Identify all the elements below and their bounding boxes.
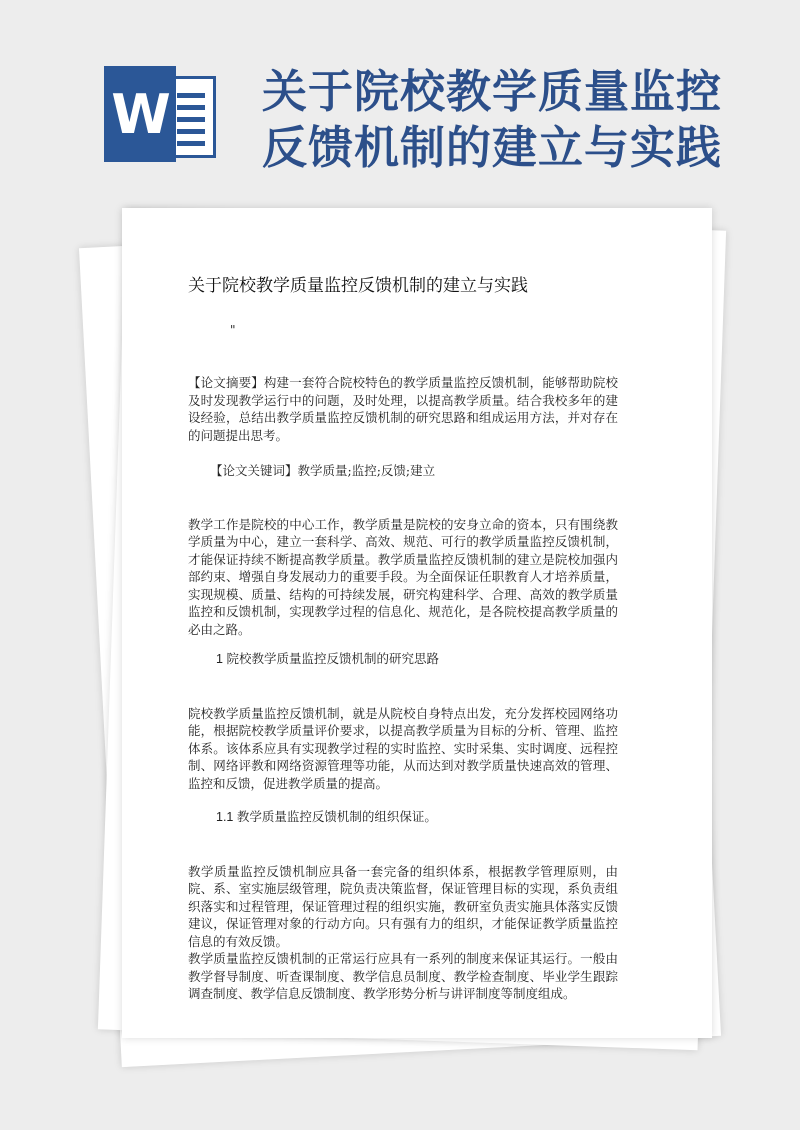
document-body [188, 274, 618, 1003]
header [0, 0, 800, 200]
word-document-icon [104, 66, 216, 162]
page-title [262, 64, 782, 176]
section-1-1-heading [216, 808, 618, 827]
intro-paragraph: 教学工作是院校的中心工作，教学质量是院校的安身立命的资本，只有围绕教学质量为中心，建立一套科学、高效、规范、可行的教学质量监控反馈机制，才能保证持续不断提高教学质量。教学质量监控反馈机制的建立是院校加强内部约束、增强自身发展动力的重要手段。为全面保证任职教育人才培养质量，实现规模、质量、结构的可持续发展，研究构建科学、合理、高效的教学质量监控和反馈机制，实现教学过程的信息化、规范化，是各院校提高教学质量的必由之路。 [188, 516, 618, 637]
section-1-paragraph: 院校教学质量监控反馈机制，就是从院校自身特点出发，充分发挥校园网络功能，根据院校教学质量评价要求，以提高教学质量为目标的分析、管理、监控体系。该体系应具有实现教学过程的实时监控、实时采集、实时调度、远程控制、网络评教和网络资源管理等功能，从而达到对教学质量快速高效的管理、监控和反馈，促进教学质量的提高。 [188, 705, 618, 791]
section-1-heading [216, 650, 618, 669]
abstract-paragraph: 【论文摘要】构建一套符合院校特色的教学质量监控反馈机制，能够帮助院校及时发现教学运行中的问题，及时处理，以提高教学质量。结合我校多年的建设经验，总结出教学质量监控反馈机制的研究思路和组成运用方法，并对存在的问题提出思考。 [188, 375, 618, 443]
section-1-title: 院校教学质量监控反馈机制的研究思路 [226, 651, 439, 666]
word-badge: W [104, 66, 176, 162]
section-1-1-paragraph-2: 教学质量监控反馈机制的正常运行应具有一系列的制度来保证其运行。一般由教学督导制度、听查课制度、教学信息员制度、教学检查制度、毕业学生跟踪调查制度、教学信息反馈制度、教学形势分析与讲评制度等制度组成。 [188, 951, 618, 1001]
document-title: 关于院校教学质量监控反馈机制的建立与实践 [188, 276, 528, 296]
section-1-1-number: 1.1 [216, 810, 234, 824]
quote-mark: " [230, 323, 236, 337]
section-1-number: 1 [216, 652, 223, 666]
section-1-1-title: 教学质量监控反馈机制的组织保证。 [236, 809, 437, 824]
keywords-line: 【论文关键词】教学质量;监控;反馈;建立 [210, 463, 436, 478]
section-1-1-paragraph-1: 教学质量监控反馈机制应具备一套完备的组织体系，根据教学管理原则，由院、系、室实施层级管理，院负责决策监督，保证管理目标的实现，系负责组织落实和过程管理，保证管理过程的组织实施，教研室负责实施具体落实反馈建议，保证管理对象的行动方向。只有强有力的组织，才能保证教学质量监控信息的有效反馈。 [188, 863, 618, 949]
page-title-line-2: 反馈机制的建立与实践 [262, 121, 723, 174]
page-title-line-1: 关于院校教学质量监控 [262, 65, 723, 118]
